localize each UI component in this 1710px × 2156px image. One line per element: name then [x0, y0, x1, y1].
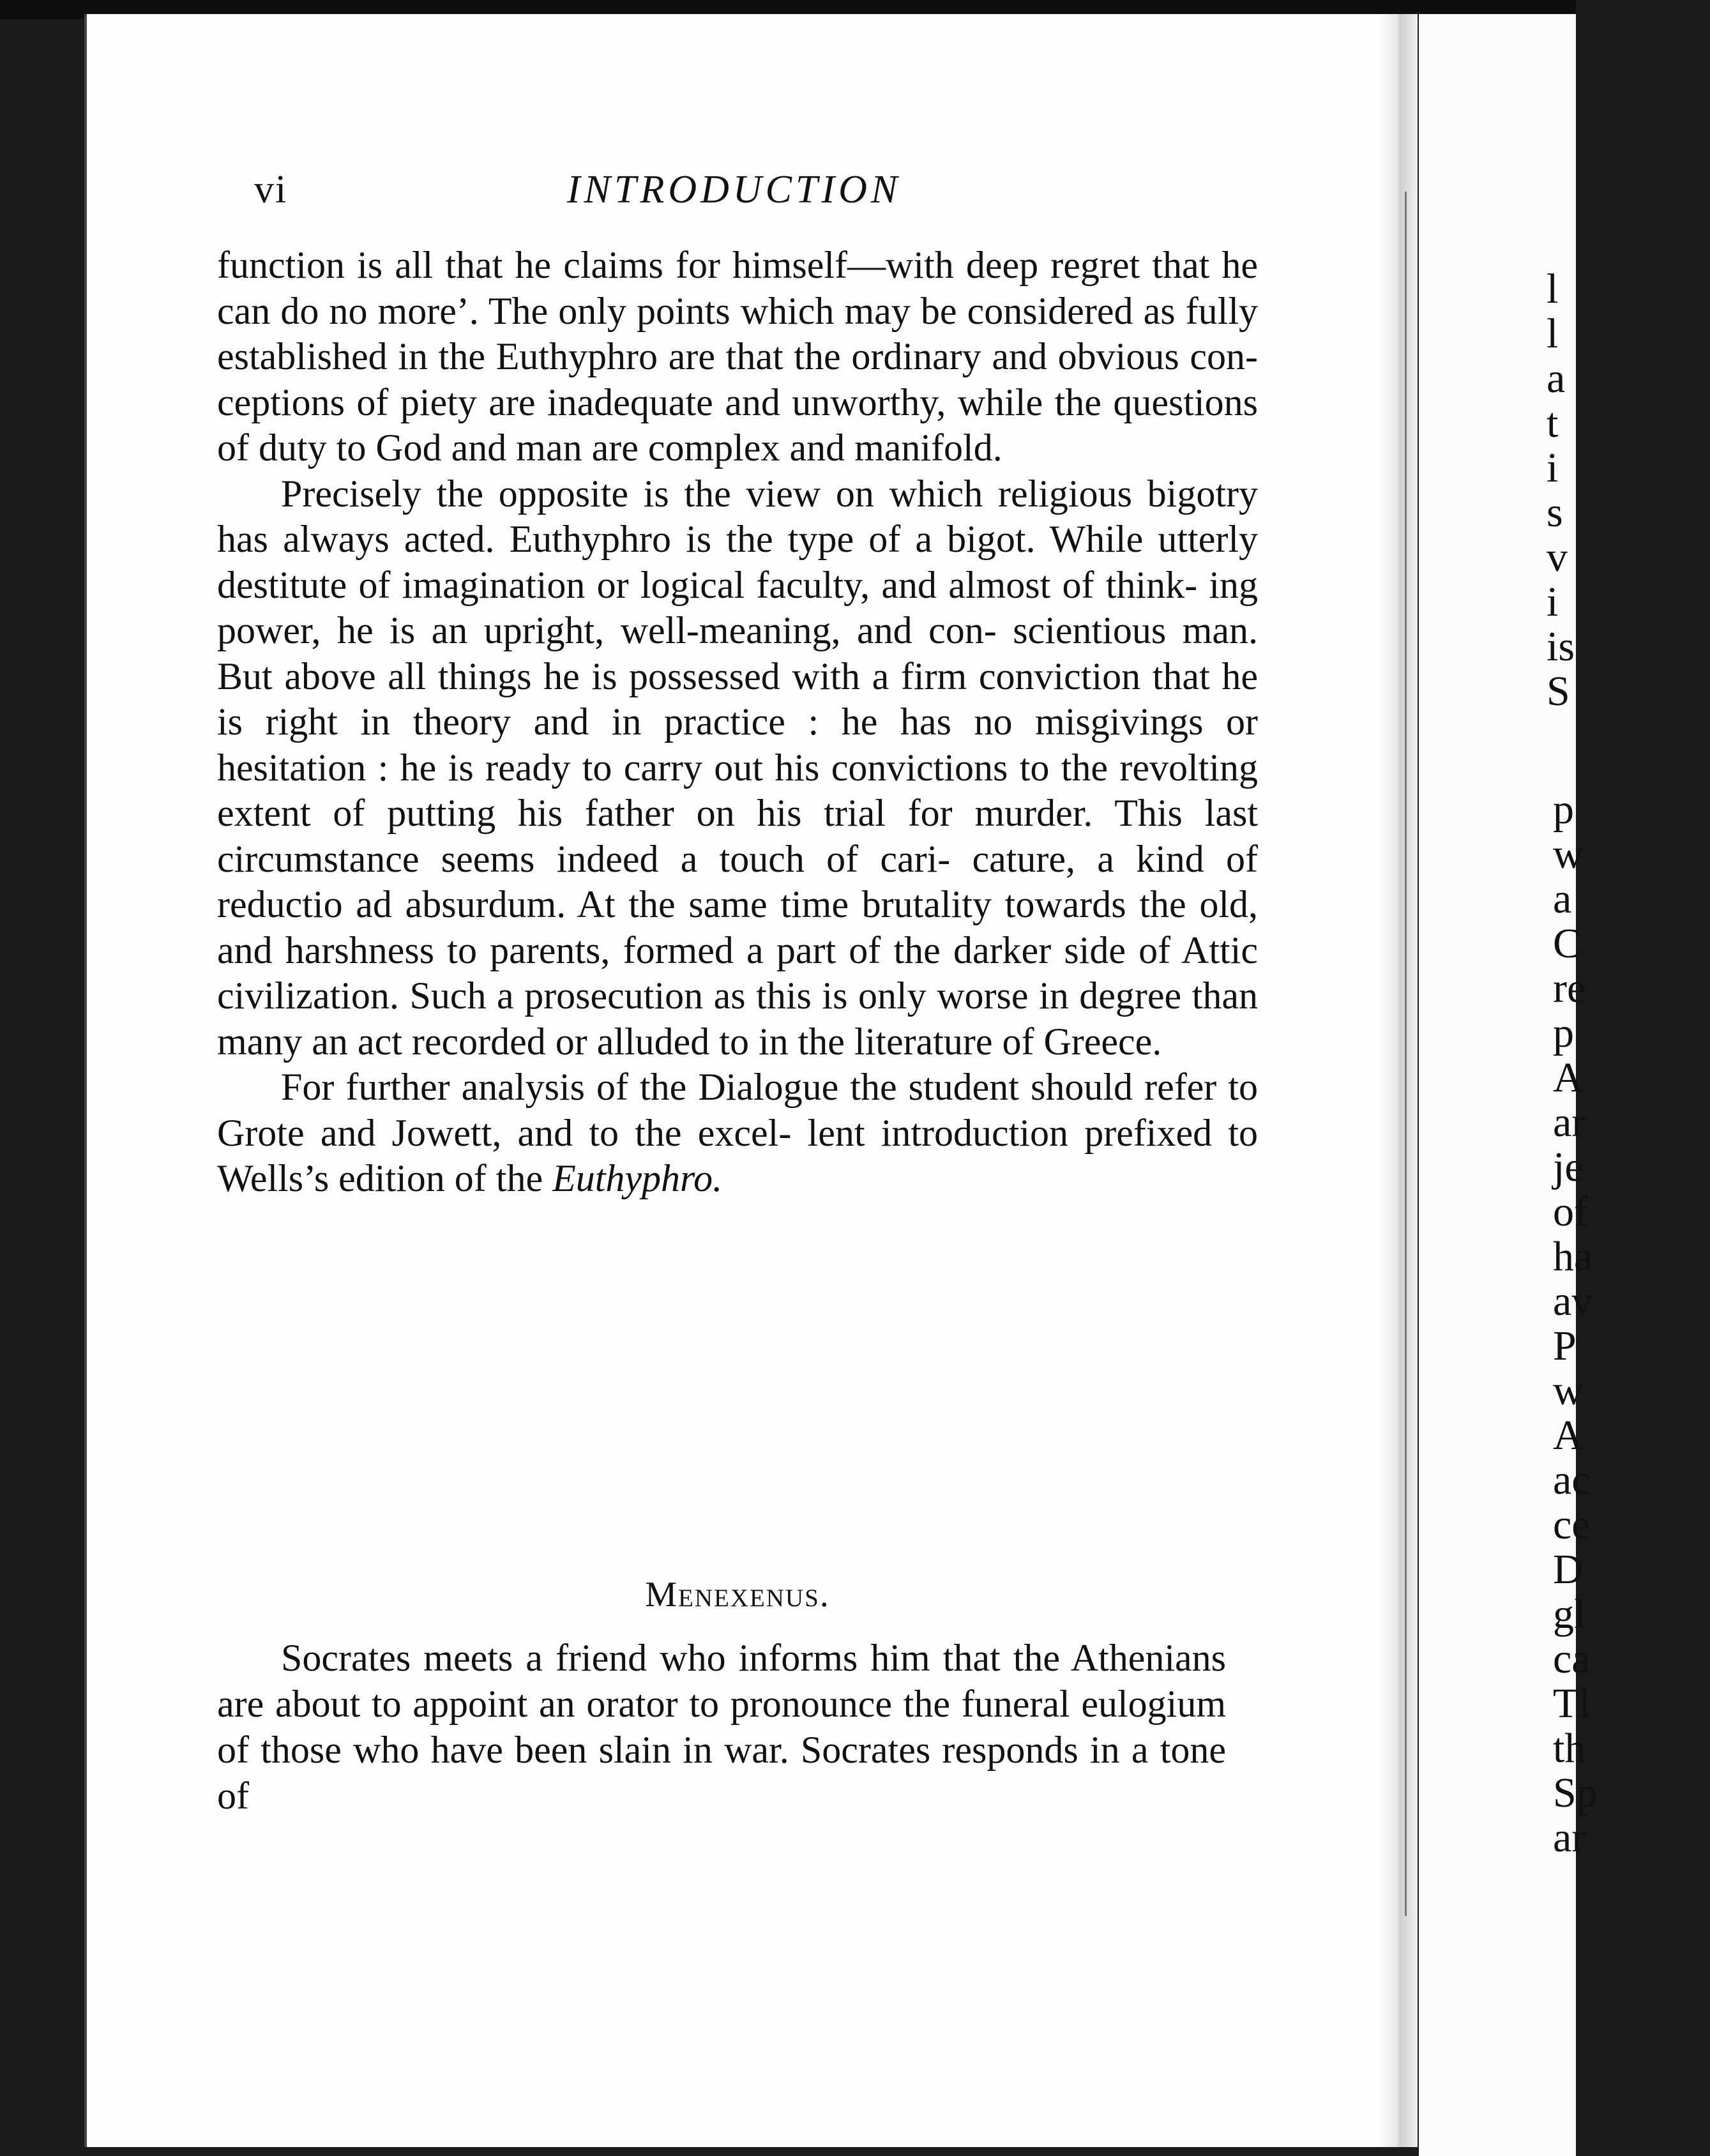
facing-fragment: ce	[1553, 1501, 1591, 1548]
text-line: civilization. Such a prosecution as this is only worse	[217, 975, 1029, 1017]
text-line: Euthyphro are that the ordinary and obvious con-	[496, 335, 1259, 377]
text-line: For further analysis of the Dialogue the student	[281, 1066, 1019, 1108]
facing-page	[1419, 14, 1598, 2156]
text-line: with a firm conviction that he is right in theory and	[217, 655, 1258, 743]
facing-fragment: je	[1553, 1144, 1584, 1190]
text-line: This last circumstance seems indeed a touch of cari-	[217, 792, 1258, 880]
text-line: pronounce the funeral eulogium of those who have	[217, 1683, 1227, 1771]
facing-fragment: v	[1547, 534, 1568, 581]
gutter-fold-line	[1405, 192, 1407, 1916]
facing-fragment: A	[1553, 1054, 1584, 1101]
facing-fragment: l	[1547, 266, 1559, 312]
facing-fragment: l	[1547, 310, 1559, 357]
text-line: should refer to Grote and Jowett, and to the excel-	[217, 1066, 1258, 1154]
facing-fragment: w	[1553, 1367, 1584, 1414]
text-line: ceptions of piety are inadequate and unworthy, while	[217, 381, 1043, 423]
text-line: religious bigotry has always acted. Euthyphro is	[217, 472, 1259, 560]
text-line: to parents, formed a part of the darker side of Attic	[447, 929, 1259, 971]
text-line: in the literature of Greece.	[758, 1020, 1162, 1063]
text-line: imagination or logical faculty, and almost of think-	[402, 563, 1198, 606]
section-heading: Menexenus.	[645, 1575, 830, 1614]
facing-fragment: t	[1547, 400, 1559, 446]
facing-fragment: D	[1553, 1546, 1584, 1593]
text-line: scientious man. But above all things he is possessed	[217, 609, 1259, 697]
text-line: in practice : he has no misgivings or hesitation : he	[217, 701, 1259, 789]
facing-fragment: ar	[1553, 1814, 1586, 1861]
text-line: the questions of duty to God and man are complex	[217, 381, 1258, 469]
body-text	[217, 243, 1258, 1202]
section-body-text	[217, 1635, 1226, 1819]
facing-fragment: i	[1547, 579, 1559, 625]
facing-fragment: C	[1553, 920, 1582, 967]
text-line: extent of putting his father on his trial for murder.	[217, 792, 1093, 834]
text-line: been slain in war. Socrates responds in a tone of	[217, 1729, 1226, 1817]
facing-fragment: ca	[1553, 1636, 1591, 1682]
running-head	[254, 167, 1263, 218]
facing-fragment: P	[1553, 1323, 1577, 1369]
facing-fragment: ar	[1553, 1099, 1586, 1146]
text-line: regret that he can do no more’. The only points	[217, 244, 1259, 332]
paragraph	[217, 1065, 1258, 1202]
facing-fragment: a	[1547, 355, 1566, 402]
text-line: ing power, he is an upright, well-meaning, and con-	[217, 563, 1258, 651]
paragraph	[217, 471, 1258, 1065]
text-line: same time brutality towards the old, and harshness	[217, 883, 1258, 971]
text-line: lent introduction prefixed to Wells’s edition of the	[217, 1111, 1258, 1199]
paragraph	[217, 243, 1258, 471]
text-line: is ready to carry out his convictions to the revolting	[448, 746, 1259, 789]
text-line: in degree than many an act recorded or alluded to	[217, 975, 1259, 1063]
page-gutter	[1379, 14, 1418, 2147]
page-number: vi	[254, 168, 288, 211]
facing-fragment: s	[1547, 489, 1563, 536]
facing-fragment: gl	[1553, 1591, 1586, 1637]
facing-fragment: re	[1553, 965, 1586, 1012]
facing-fragment: p	[1553, 1010, 1574, 1056]
text-line: Socrates meets a friend who informs him that	[281, 1637, 1001, 1679]
facing-fragment: S	[1547, 668, 1570, 715]
facing-fragment: i	[1547, 444, 1559, 491]
text-line: function is all that he claims for himself—with deep	[217, 244, 1039, 286]
text-line: which may be considered as fully established in the	[217, 289, 1258, 377]
facing-fragment: of	[1553, 1188, 1588, 1235]
text-line: the Athenians are about to appoint an orator to	[217, 1637, 1226, 1725]
text-line: Precisely the opposite is the view on which	[281, 472, 983, 515]
facing-fragment: ha	[1553, 1233, 1593, 1280]
facing-fragment: A	[1553, 1412, 1584, 1459]
facing-fragment: w	[1553, 831, 1584, 877]
text-line: and manifold.	[789, 427, 1003, 469]
facing-fragment: ac	[1553, 1457, 1591, 1503]
text-line: cature, a kind of reductio ad absurdum. At the	[217, 837, 1258, 925]
text-line: Euthyphro.	[552, 1157, 723, 1199]
facing-fragment: av	[1553, 1278, 1593, 1325]
text-line: the type of a bigot. While utterly destitute of	[217, 518, 1258, 606]
facing-fragment: Sp	[1553, 1770, 1598, 1816]
facing-fragment: is	[1547, 623, 1575, 670]
facing-fragment: Tl	[1553, 1680, 1591, 1727]
facing-fragment: th	[1553, 1725, 1586, 1772]
facing-fragment: p	[1553, 786, 1574, 833]
running-title: INTRODUCTION	[567, 168, 902, 211]
facing-fragment: a	[1553, 876, 1572, 922]
paragraph	[217, 1635, 1226, 1819]
